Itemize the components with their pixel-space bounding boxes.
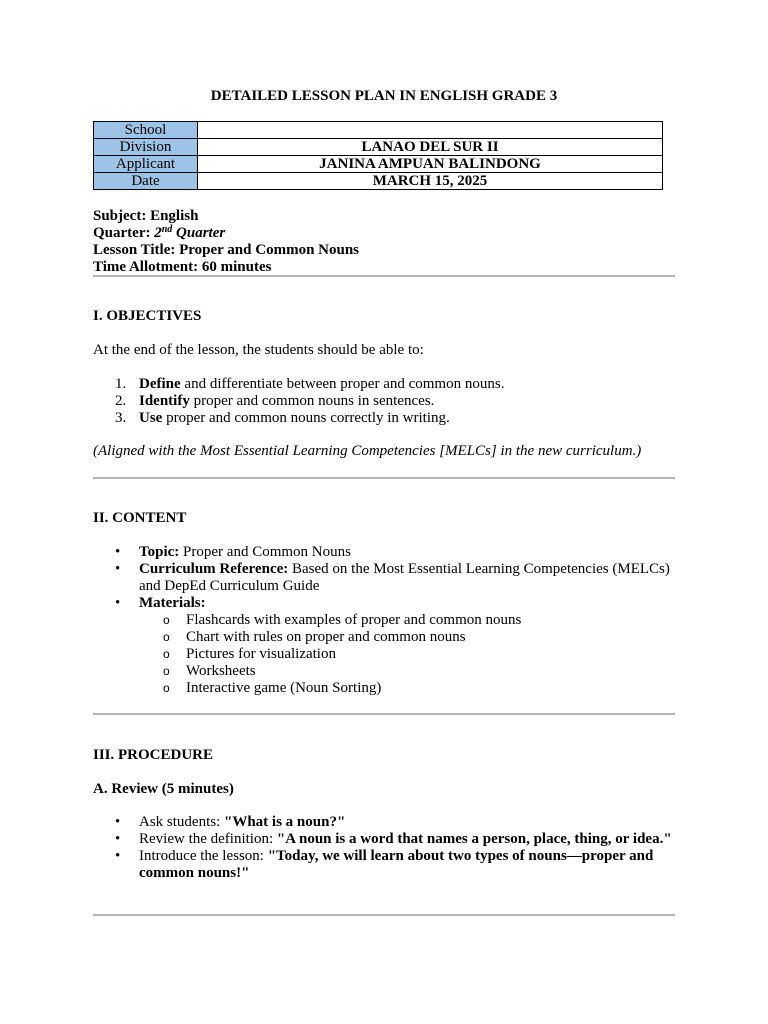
list-item bbox=[93, 814, 675, 831]
bullet-icon: • bbox=[115, 561, 121, 577]
quarter-number: 2 bbox=[154, 225, 162, 241]
table-value: LANAO DEL SUR II bbox=[198, 139, 663, 156]
bullet-icon: • bbox=[115, 544, 121, 560]
objectives-intro: At the end of the lesson, the students should be able to: bbox=[93, 342, 424, 358]
quarter-label: Quarter: bbox=[93, 225, 155, 241]
bullet-icon: • bbox=[115, 831, 121, 847]
list-item bbox=[93, 561, 675, 595]
item-quote: "Today, we will learn about two types of nouns—proper and common nouns!" bbox=[139, 848, 654, 881]
review-subheading: A. Review (5 minutes) bbox=[93, 781, 234, 797]
list-item bbox=[93, 663, 675, 680]
circle-bullet-icon: o bbox=[163, 664, 170, 678]
material-item: Worksheets bbox=[186, 663, 256, 679]
item-text: proper and common nouns in sentences. bbox=[189, 393, 435, 409]
objectives-note: (Aligned with the Most Essential Learning Competencies [MELCs] in the new curriculum.) bbox=[93, 443, 642, 459]
material-item: Chart with rules on proper and common nouns bbox=[186, 629, 466, 645]
circle-bullet-icon: o bbox=[163, 630, 170, 644]
list-item bbox=[93, 680, 675, 697]
list-item bbox=[93, 646, 675, 663]
list-item bbox=[93, 848, 675, 882]
document-title: DETAILED LESSON PLAN IN ENGLISH GRADE 3 bbox=[210, 88, 558, 104]
item-verb: Identify bbox=[139, 393, 190, 409]
table-value bbox=[198, 122, 663, 139]
objectives-list bbox=[93, 376, 675, 427]
item-verb: Define bbox=[139, 376, 181, 392]
list-item bbox=[93, 376, 675, 393]
item-text: Ask students: bbox=[139, 814, 225, 830]
table-label: Date bbox=[94, 173, 198, 190]
item-number: 2. bbox=[115, 393, 127, 409]
item-text: and differentiate between proper and common nouns. bbox=[180, 376, 505, 392]
divider bbox=[93, 914, 675, 916]
table-row bbox=[94, 139, 663, 156]
content-list bbox=[93, 544, 675, 697]
quarter-suffix: nd bbox=[161, 224, 173, 235]
divider bbox=[93, 713, 675, 715]
lesson-meta bbox=[93, 208, 359, 276]
list-item bbox=[93, 544, 675, 561]
material-item: Interactive game (Noun Sorting) bbox=[186, 680, 382, 696]
list-item bbox=[93, 393, 675, 410]
table-label: School bbox=[94, 122, 198, 139]
circle-bullet-icon: o bbox=[163, 613, 170, 627]
bullet-icon: • bbox=[115, 595, 121, 611]
item-text: Introduce the lesson: bbox=[139, 848, 268, 864]
table-value: JANINA AMPUAN BALINDONG bbox=[198, 156, 663, 173]
lesson-title-line: Lesson Title: Proper and Common Nouns bbox=[93, 242, 360, 258]
table-label: Division bbox=[94, 139, 198, 156]
topic-text: Proper and Common Nouns bbox=[179, 544, 351, 560]
materials-label: Materials: bbox=[139, 595, 206, 611]
table-row bbox=[94, 156, 663, 173]
item-verb: Use bbox=[139, 410, 163, 426]
divider bbox=[93, 477, 675, 479]
content-heading: II. CONTENT bbox=[93, 510, 187, 526]
list-item bbox=[93, 629, 675, 646]
bullet-icon: • bbox=[115, 848, 121, 864]
item-number: 1. bbox=[115, 376, 127, 392]
reference-text: Based on the Most Essential Learning Competencies (MELCs) and DepEd Curriculum Guide bbox=[139, 561, 670, 594]
table-label: Applicant bbox=[94, 156, 198, 173]
item-text: proper and common nouns correctly in writing. bbox=[162, 410, 450, 426]
material-item: Pictures for visualization bbox=[186, 646, 336, 662]
divider bbox=[93, 275, 675, 277]
objectives-heading: I. OBJECTIVES bbox=[93, 308, 202, 324]
circle-bullet-icon: o bbox=[163, 647, 170, 661]
item-quote: "What is a noun?" bbox=[224, 814, 346, 830]
review-list bbox=[93, 814, 675, 882]
item-quote: "A noun is a word that names a person, place, thing, or idea." bbox=[276, 831, 672, 847]
list-item bbox=[93, 831, 675, 848]
bullet-icon: • bbox=[115, 814, 121, 830]
quarter-word: Quarter bbox=[172, 225, 226, 241]
table-row bbox=[94, 173, 663, 190]
quarter-line bbox=[93, 225, 359, 242]
item-number: 3. bbox=[115, 410, 127, 426]
topic-label: Topic: bbox=[139, 544, 180, 560]
procedure-heading: III. PROCEDURE bbox=[93, 747, 214, 763]
material-item: Flashcards with examples of proper and common nouns bbox=[186, 612, 522, 628]
table-value: MARCH 15, 2025 bbox=[198, 173, 663, 190]
list-item bbox=[93, 595, 675, 697]
circle-bullet-icon: o bbox=[163, 681, 170, 695]
reference-label: Curriculum Reference: bbox=[139, 561, 289, 577]
list-item bbox=[93, 612, 675, 629]
table-row bbox=[94, 122, 663, 139]
list-item bbox=[93, 410, 675, 427]
subject-line: Subject: English bbox=[93, 208, 199, 224]
item-text: Review the definition: bbox=[139, 831, 277, 847]
time-line: Time Allotment: 60 minutes bbox=[93, 259, 272, 275]
info-table bbox=[93, 121, 663, 190]
materials-list bbox=[139, 612, 675, 697]
